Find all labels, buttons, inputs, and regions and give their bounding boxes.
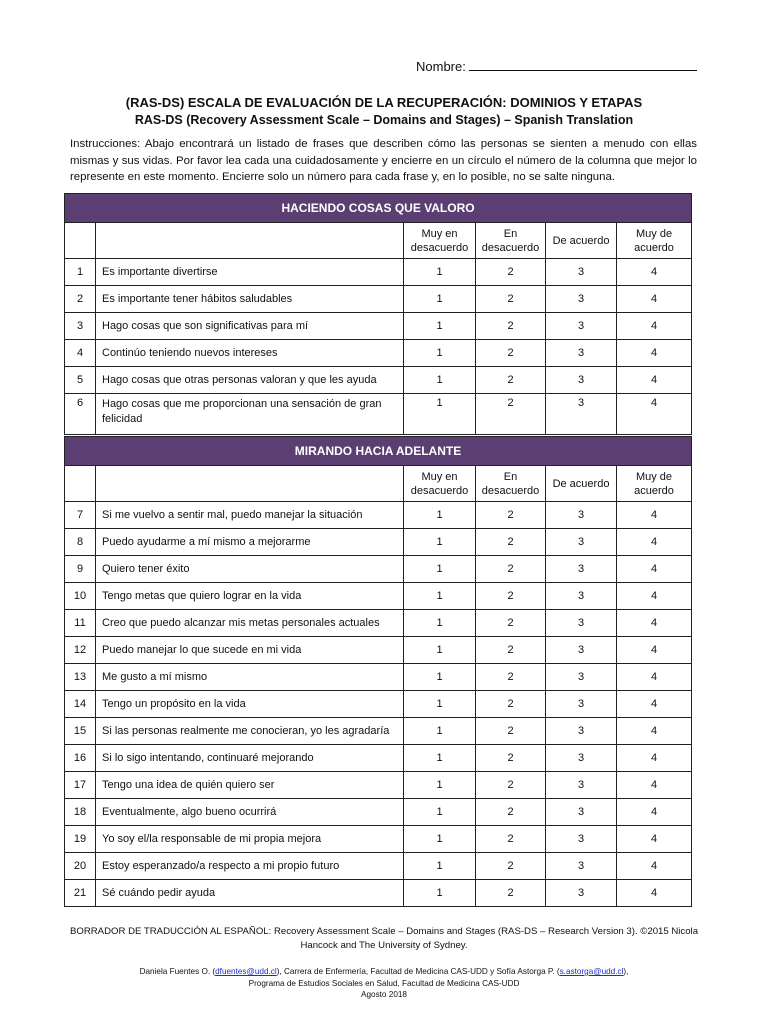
rating-option-4[interactable]: 4 [617,367,692,394]
rating-option-2[interactable]: 2 [476,583,546,610]
copyright-note: BORRADOR DE TRADUCCIÓN AL ESPAÑOL: Recovery Assessment Scale – Domains and Stages (RAS-DS – Research Version 3). ©2015 Nicola Hancock and The University of Sydney. [69,926,699,951]
rating-option-1[interactable]: 1 [404,394,476,435]
rating-option-3[interactable]: 3 [546,502,617,529]
document-subtitle: RAS-DS (Recovery Assessment Scale – Domains and Stages) – Spanish Translation [134,113,634,127]
rating-option-2[interactable]: 2 [476,502,546,529]
rating-option-4[interactable]: 4 [617,502,692,529]
rating-option-2[interactable]: 2 [476,691,546,718]
rating-option-2[interactable]: 2 [476,637,546,664]
rating-option-1[interactable]: 1 [404,340,476,367]
rating-option-3[interactable]: 3 [546,880,617,907]
item-row [65,583,692,610]
authors-text-a: Daniela Fuentes O. ( [139,967,216,976]
rating-option-4[interactable]: 4 [617,313,692,340]
item-statement: Tengo metas que quiero lograr en la vida [96,583,404,610]
rating-option-2[interactable]: 2 [476,259,546,286]
rating-option-2[interactable]: 2 [476,340,546,367]
item-number: 8 [65,529,96,556]
rating-option-3[interactable]: 3 [546,556,617,583]
name-field-label [416,58,697,74]
rating-option-4[interactable]: 4 [617,772,692,799]
item-row [65,718,692,745]
item-number: 7 [65,502,96,529]
rating-option-4[interactable]: 4 [617,664,692,691]
item-statement: Tengo una idea de quién quiero ser [96,772,404,799]
rating-option-4[interactable]: 4 [617,259,692,286]
rating-option-4[interactable]: 4 [617,745,692,772]
rating-option-3[interactable]: 3 [546,583,617,610]
rating-option-2[interactable]: 2 [476,313,546,340]
item-row [65,313,692,340]
item-statement: Tengo un propósito en la vida [96,691,404,718]
item-row [65,529,692,556]
rating-option-3[interactable]: 3 [546,610,617,637]
rating-option-1[interactable]: 1 [404,664,476,691]
rating-option-1[interactable]: 1 [404,799,476,826]
rating-option-3[interactable]: 3 [546,826,617,853]
rating-option-3[interactable]: 3 [546,529,617,556]
rating-option-1[interactable]: 1 [404,529,476,556]
item-statement: Si las personas realmente me conocieran, yo les agradaría [96,718,404,745]
item-number: 2 [65,286,96,313]
item-row [65,799,692,826]
item-statement: Yo soy el/la responsable de mi propia mejora [96,826,404,853]
rating-option-2[interactable]: 2 [476,718,546,745]
rating-option-4[interactable]: 4 [617,556,692,583]
rating-option-3[interactable]: 3 [546,718,617,745]
section-title: MIRANDO HACIA ADELANTE [65,437,692,466]
rating-option-2[interactable]: 2 [476,529,546,556]
column-header-c3: De acuerdo [546,466,617,502]
item-statement: Hago cosas que otras personas valoran y que les ayuda [96,367,404,394]
column-header-row [65,223,692,259]
item-number: 4 [65,340,96,367]
rating-option-1[interactable]: 1 [404,691,476,718]
rating-option-2[interactable]: 2 [476,745,546,772]
rating-option-4[interactable]: 4 [617,583,692,610]
item-row [65,286,692,313]
rating-option-1[interactable]: 1 [404,880,476,907]
item-row [65,367,692,394]
rating-option-1[interactable]: 1 [404,367,476,394]
document-title: (RAS-DS) ESCALA DE EVALUACIÓN DE LA RECUPERACIÓN: DOMINIOS Y ETAPAS [125,95,643,110]
rating-option-2[interactable]: 2 [476,853,546,880]
item-statement: Si lo sigo intentando, continuaré mejorando [96,745,404,772]
rating-option-2[interactable]: 2 [476,610,546,637]
rating-option-4[interactable]: 4 [617,637,692,664]
column-header-c1: Muy en desacuerdo [404,223,476,259]
section-table-2 [64,436,692,907]
item-number: 10 [65,583,96,610]
item-statement: Continúo teniendo nuevos intereses [96,340,404,367]
rating-option-2[interactable]: 2 [476,772,546,799]
item-number: 6 [65,394,96,435]
rating-option-2[interactable]: 2 [476,394,546,435]
rating-option-1[interactable]: 1 [404,853,476,880]
item-number: 16 [65,745,96,772]
item-row [65,826,692,853]
rating-option-1[interactable]: 1 [404,826,476,853]
item-row [65,853,692,880]
rating-option-4[interactable]: 4 [617,286,692,313]
header-blank-num [65,466,96,502]
section-title: HACIENDO COSAS QUE VALORO [65,194,692,223]
column-header-c2: En desacuerdo [476,223,546,259]
item-row [65,664,692,691]
item-number: 13 [65,664,96,691]
email-link-fuentes[interactable]: dfuentes@udd.cl [215,967,277,976]
item-row [65,610,692,637]
rating-option-4[interactable]: 4 [617,394,692,435]
rating-option-3[interactable]: 3 [546,286,617,313]
rating-option-3[interactable]: 3 [546,745,617,772]
item-number: 20 [65,853,96,880]
rating-option-1[interactable]: 1 [404,583,476,610]
rating-option-1[interactable]: 1 [404,637,476,664]
rating-option-2[interactable]: 2 [476,367,546,394]
authors-line [60,966,708,978]
rating-option-2[interactable]: 2 [476,826,546,853]
item-statement: Hago cosas que son significativas para mí [96,313,404,340]
rating-option-4[interactable]: 4 [617,880,692,907]
item-row [65,556,692,583]
rating-option-4[interactable]: 4 [617,340,692,367]
rating-option-4[interactable]: 4 [617,529,692,556]
rating-option-3[interactable]: 3 [546,664,617,691]
rating-option-2[interactable]: 2 [476,286,546,313]
item-row [65,259,692,286]
item-statement: Sé cuándo pedir ayuda [96,880,404,907]
item-number: 9 [65,556,96,583]
item-row [65,772,692,799]
header-blank-statement [96,223,404,259]
item-statement: Creo que puedo alcanzar mis metas personales actuales [96,610,404,637]
rating-option-3[interactable]: 3 [546,259,617,286]
rating-option-2[interactable]: 2 [476,799,546,826]
rating-option-1[interactable]: 1 [404,745,476,772]
column-header-c4: Muy de acuerdo [617,466,692,502]
item-statement: Me gusto a mí mismo [96,664,404,691]
item-number: 11 [65,610,96,637]
header-blank-num [65,223,96,259]
email-link-astorga[interactable]: s.astorga@udd.cl [559,967,624,976]
item-number: 19 [65,826,96,853]
rating-option-4[interactable]: 4 [617,718,692,745]
rating-option-3[interactable]: 3 [546,853,617,880]
item-statement: Estoy esperanzado/a respecto a mi propio futuro [96,853,404,880]
item-number: 14 [65,691,96,718]
rating-option-3[interactable]: 3 [546,394,617,435]
rating-option-3[interactable]: 3 [546,313,617,340]
rating-option-1[interactable]: 1 [404,286,476,313]
header-blank-statement [96,466,404,502]
section-table-1 [64,193,692,435]
item-statement: Puedo manejar lo que sucede en mi vida [96,637,404,664]
rating-option-3[interactable]: 3 [546,799,617,826]
item-row [65,880,692,907]
column-header-row [65,466,692,502]
name-blank-line[interactable] [469,58,697,71]
name-label: Nombre: [416,59,466,74]
item-statement: Es importante tener hábitos saludables [96,286,404,313]
column-header-c3: De acuerdo [546,223,617,259]
date-line: Agosto 2018 [361,990,407,999]
rating-option-2[interactable]: 2 [476,664,546,691]
column-header-c4: Muy de acuerdo [617,223,692,259]
instructions: Instrucciones: Abajo encontrará un listado de frases que describen cómo las personas se sienten a menudo con ellas mismas y sus vidas. Por favor lea cada una cuidadosamente y encierre en un círculo el número de la columna que mejor lo represente en este momento. Encierre solo un número para cada frase y, en lo posible, no se salte ninguna. [70,138,697,184]
item-statement: Es importante divertirse [96,259,404,286]
item-row [65,394,692,435]
item-row [65,637,692,664]
rating-option-4[interactable]: 4 [617,853,692,880]
item-number: 5 [65,367,96,394]
rating-option-3[interactable]: 3 [546,637,617,664]
authors-text-b: ), Carrera de Enfermería, Facultad de Medicina CAS-UDD y Sofía Astorga P. ( [276,967,560,976]
item-statement: Eventualmente, algo bueno ocurrirá [96,799,404,826]
authors-footer [60,966,708,1001]
column-header-c2: En desacuerdo [476,466,546,502]
rating-option-1[interactable]: 1 [404,772,476,799]
item-row [65,691,692,718]
rating-option-1[interactable]: 1 [404,718,476,745]
item-number: 18 [65,799,96,826]
section-header [65,194,692,223]
rating-option-1[interactable]: 1 [404,259,476,286]
rating-option-1[interactable]: 1 [404,502,476,529]
rating-option-2[interactable]: 2 [476,880,546,907]
rating-option-1[interactable]: 1 [404,556,476,583]
authors-text-c: ), [623,967,629,976]
item-statement: Si me vuelvo a sentir mal, puedo manejar la situación [96,502,404,529]
program-line: Programa de Estudios Sociales en Salud, Facultad de Medicina CAS-UDD [248,978,520,988]
rating-option-4[interactable]: 4 [617,691,692,718]
section-header [65,437,692,466]
rating-option-3[interactable]: 3 [546,367,617,394]
rating-option-1[interactable]: 1 [404,313,476,340]
item-number: 1 [65,259,96,286]
rating-option-2[interactable]: 2 [476,556,546,583]
column-header-c1: Muy en desacuerdo [404,466,476,502]
item-row [65,502,692,529]
rating-option-3[interactable]: 3 [546,772,617,799]
item-number: 15 [65,718,96,745]
item-row [65,745,692,772]
rating-option-3[interactable]: 3 [546,340,617,367]
item-number: 17 [65,772,96,799]
item-number: 12 [65,637,96,664]
item-number: 3 [65,313,96,340]
rating-option-4[interactable]: 4 [617,826,692,853]
rating-option-1[interactable]: 1 [404,610,476,637]
rating-option-4[interactable]: 4 [617,610,692,637]
item-number: 21 [65,880,96,907]
rating-option-4[interactable]: 4 [617,799,692,826]
item-statement: Quiero tener éxito [96,556,404,583]
item-statement: Hago cosas que me proporcionan una sensación de gran felicidad [96,394,404,435]
item-row [65,340,692,367]
item-statement: Puedo ayudarme a mí mismo a mejorarme [96,529,404,556]
rating-option-3[interactable]: 3 [546,691,617,718]
